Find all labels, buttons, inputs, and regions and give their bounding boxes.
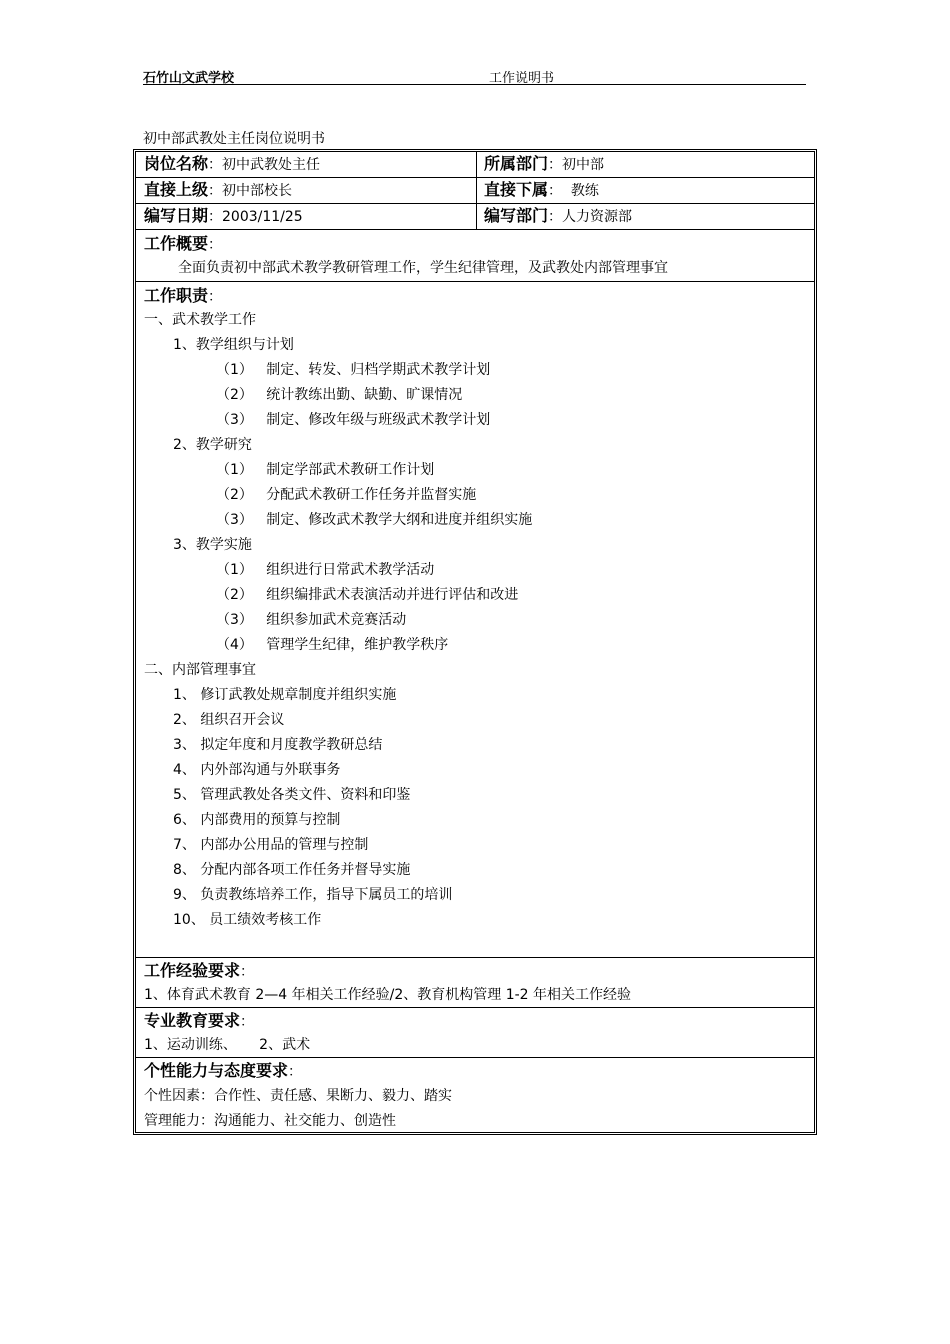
duties-heading: 工作职责 <box>144 286 209 305</box>
experience-section <box>136 958 814 1008</box>
position-value: ：初中武教处主任 <box>208 157 321 173</box>
superior-value: ：初中部校长 <box>208 183 293 199</box>
author-dept-label: 编写部门 <box>484 206 549 225</box>
duty-line: 10、 员工绩效考核工作 <box>173 912 322 928</box>
summary-text: 全面负责初中部武术教学教研管理工作，学生纪律管理，及武教处内部管理事宜 <box>178 260 668 276</box>
date-label: 编写日期 <box>144 206 209 225</box>
duty-line: 4、 内外部沟通与外联事务 <box>173 762 341 778</box>
duty-line: 3、教学实施 <box>173 537 252 553</box>
experience-text: 1、体育武术教育 2—4 年相关工作经验/2、教育机构管理 1-2 年相关工作经验 <box>144 987 632 1003</box>
duties-colon: ： <box>208 289 223 305</box>
position-label: 岗位名称 <box>144 154 209 173</box>
duty-line: （3） 制定、修改武术教学大纲和进度并组织实施 <box>216 512 533 528</box>
dept-label: 所属部门 <box>484 154 549 173</box>
duty-line: （2） 组织编排武术表演活动并进行评估和改进 <box>216 587 519 603</box>
duty-line: 7、 内部办公用品的管理与控制 <box>173 837 369 853</box>
education-text: 1、运动训练、 2、武术 <box>144 1037 311 1053</box>
superior-label: 直接上级 <box>144 180 209 199</box>
duty-line: 3、 拟定年度和月度教学教研总结 <box>173 737 383 753</box>
duty-line: 9、 负责教练培养工作，指导下属员工的培训 <box>173 887 453 903</box>
position-cell <box>136 152 477 177</box>
education-colon: ： <box>240 1014 255 1030</box>
duty-line: 1、教学组织与计划 <box>173 337 294 353</box>
education-heading: 专业教育要求 <box>144 1011 241 1030</box>
experience-colon: ： <box>240 964 255 980</box>
education-section <box>136 1008 814 1058</box>
personality-heading: 个性能力与态度要求 <box>144 1061 289 1080</box>
duty-line: 二、内部管理事宜 <box>144 662 256 678</box>
duty-line: 2、 组织召开会议 <box>173 712 285 728</box>
date-cell <box>136 204 477 229</box>
dept-cell <box>476 152 814 177</box>
duty-line: （1） 制定学部武术教研工作计划 <box>216 462 435 478</box>
duty-line: （3） 制定、修改年级与班级武术教学计划 <box>216 412 491 428</box>
superior-cell <box>136 178 477 203</box>
personality-section <box>136 1058 814 1132</box>
management-abilities: 管理能力：沟通能力、社交能力、创造性 <box>144 1113 396 1129</box>
duty-line: 2、教学研究 <box>173 437 252 453</box>
duties-section <box>136 282 814 958</box>
subordinate-value: ： 教练 <box>548 183 599 199</box>
subordinate-cell <box>476 178 814 203</box>
duty-line: 6、 内部费用的预算与控制 <box>173 812 341 828</box>
duty-line: 一、武术教学工作 <box>144 312 256 328</box>
personality-traits: 个性因素：合作性、责任感、果断力、毅力、踏实 <box>144 1088 452 1104</box>
date-value: ：2003/11/25 <box>208 209 303 225</box>
dept-value: ：初中部 <box>548 157 605 173</box>
duty-line: 1、 修订武教处规章制度并组织实施 <box>173 687 397 703</box>
duty-line: （1） 组织进行日常武术教学活动 <box>216 562 435 578</box>
duty-line: 8、 分配内部各项工作任务并督导实施 <box>173 862 411 878</box>
document-title: 初中部武教处主任岗位说明书 <box>143 131 325 147</box>
info-row-position <box>136 152 814 178</box>
document-type: 工作说明书 <box>489 71 555 86</box>
job-description-table <box>133 149 817 1135</box>
author-dept-value: ：人力资源部 <box>548 209 633 225</box>
duty-line: （4） 管理学生纪律，维护教学秩序 <box>216 637 449 653</box>
personality-colon: ： <box>288 1064 303 1080</box>
info-row-superior <box>136 178 814 204</box>
school-name: 石竹山文武学校 <box>143 71 235 86</box>
experience-heading: 工作经验要求 <box>144 961 241 980</box>
duty-line: 5、 管理武教处各类文件、资料和印鉴 <box>173 787 411 803</box>
summary-colon: ： <box>208 237 223 253</box>
subordinate-label: 直接下属 <box>484 180 549 199</box>
author-dept-cell <box>476 204 814 229</box>
duty-line: （2） 分配武术教研工作任务并监督实施 <box>216 487 477 503</box>
info-row-date <box>136 204 814 230</box>
page-header <box>143 64 806 85</box>
duty-line: （1） 制定、转发、归档学期武术教学计划 <box>216 362 491 378</box>
duty-line: （3） 组织参加武术竞赛活动 <box>216 612 407 628</box>
duty-line: （2） 统计教练出勤、缺勤、旷课情况 <box>216 387 463 403</box>
summary-heading: 工作概要 <box>144 234 209 253</box>
summary-section <box>136 230 814 282</box>
